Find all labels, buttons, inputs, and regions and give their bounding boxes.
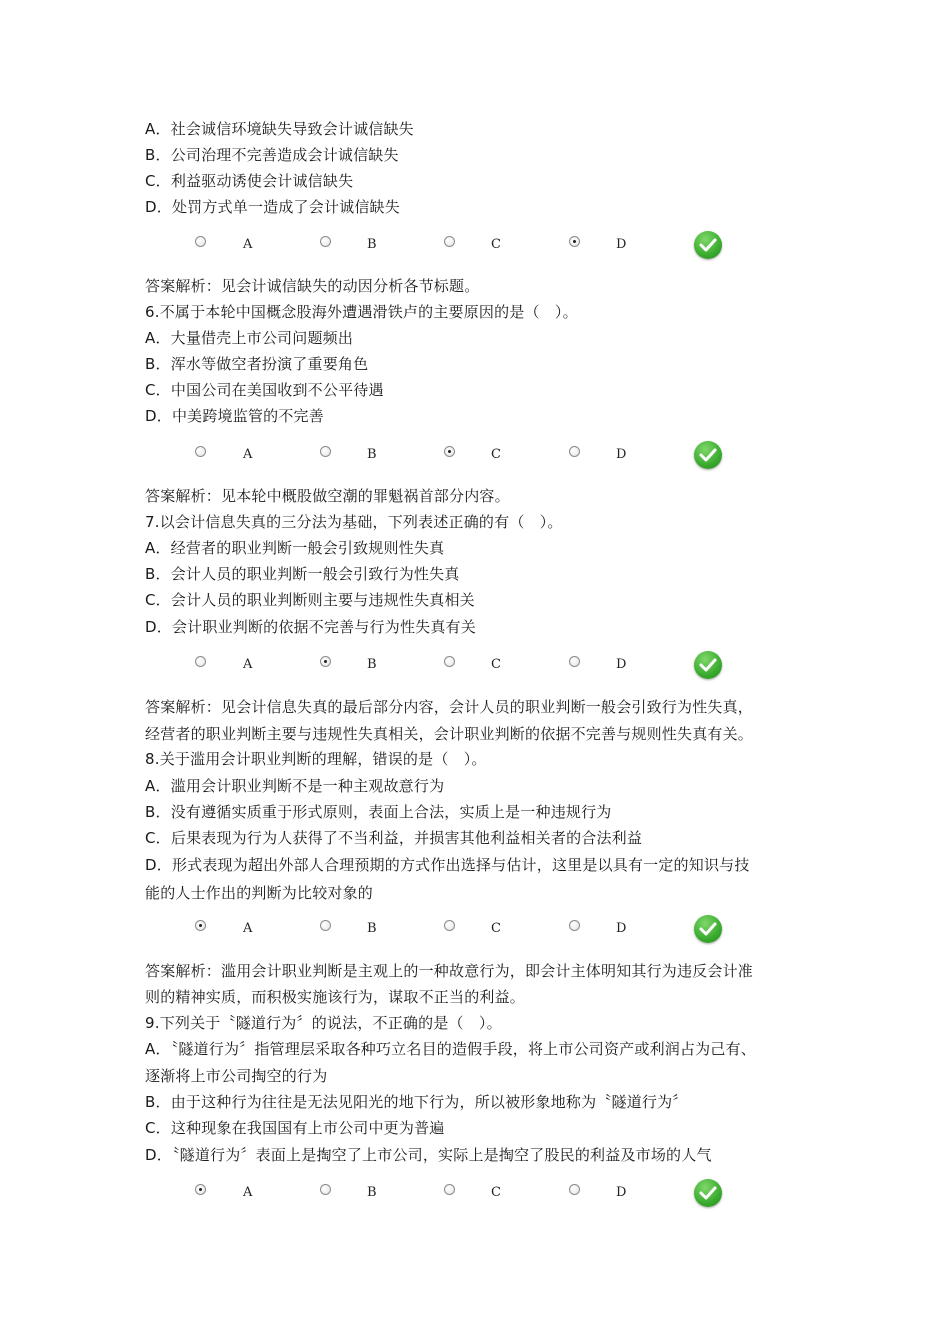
option-item: B．没有遵循实质重于形式原则，表面上合法，实质上是一种违规行为: [145, 803, 612, 821]
option-item: A．滥用会计职业判断不是一种主观故意行为: [145, 777, 445, 795]
answer-explanation: 答案解析：见本轮中概股做空潮的罪魁祸首部分内容。: [145, 487, 510, 505]
radio-button-icon[interactable]: [320, 236, 331, 247]
radio-button-icon[interactable]: [195, 236, 206, 247]
radio-button-icon[interactable]: [569, 656, 580, 667]
choice-label: A: [243, 657, 253, 672]
radio-button-icon[interactable]: [569, 920, 580, 931]
choice-label: D: [616, 1185, 627, 1200]
option-item: A．〝隧道行为〞指管理层采取各种巧立名目的造假手段，将上市公司资产或利润占为己有、: [145, 1040, 756, 1058]
option-item: A．大量借壳上市公司问题频出: [145, 329, 354, 347]
q8-answer-row: [0, 915, 950, 947]
choice-label: C: [491, 657, 501, 672]
check-circle-icon: [694, 915, 722, 943]
radio-button-icon[interactable]: [444, 656, 455, 667]
answer-explanation: 经营者的职业判断主要与违规性失真相关，会计职业判断的依据不完善与规则性失真有关。: [145, 725, 754, 743]
radio-button-icon[interactable]: [320, 446, 331, 457]
check-circle-icon: [694, 441, 722, 469]
option-item: A．社会诚信环境缺失导致会计诚信缺失: [145, 120, 414, 138]
radio-button-icon[interactable]: [320, 920, 331, 931]
question-title: 8.关于滥用会计职业判断的理解，错误的是（ ）。: [145, 750, 487, 768]
choice-label: B: [367, 1185, 377, 1200]
q5-answer-row: [0, 231, 950, 263]
radio-button-icon[interactable]: [569, 1184, 580, 1195]
q7-answer-row: [0, 651, 950, 683]
choice-label: B: [367, 447, 377, 462]
option-item: C．中国公司在美国收到不公平待遇: [145, 381, 384, 399]
answer-explanation: 答案解析：见会计信息失真的最后部分内容，会计人员的职业判断一般会引致行为性失真，: [145, 698, 754, 716]
option-item: B．由于这种行为往往是无法见阳光的地下行为，所以被形象地称为〝隧道行为〞: [145, 1093, 688, 1111]
choice-label: C: [491, 921, 501, 936]
radio-button-icon[interactable]: [320, 656, 331, 667]
choice-label: D: [616, 921, 627, 936]
option-item: D．中美跨境监管的不完善: [145, 407, 324, 425]
option-item: D．形式表现为超出外部人合理预期的方式作出选择与估计，这里是以具有一定的知识与技: [145, 856, 750, 874]
answer-explanation: 答案解析：滥用会计职业判断是主观上的一种故意行为，即会计主体明知其行为违反会计准: [145, 962, 754, 980]
choice-label: D: [616, 237, 627, 252]
radio-button-icon[interactable]: [195, 1184, 206, 1195]
check-circle-icon: [694, 1179, 722, 1207]
option-item: 能的人士作出的判断为比较对象的: [145, 884, 374, 902]
choice-label: C: [491, 237, 501, 252]
choice-label: D: [616, 447, 627, 462]
option-item: D．处罚方式单一造成了会计诚信缺失: [145, 198, 400, 216]
radio-button-icon[interactable]: [195, 656, 206, 667]
choice-label: B: [367, 657, 377, 672]
option-item: C．会计人员的职业判断则主要与违规性失真相关: [145, 591, 475, 609]
option-item: B．会计人员的职业判断一般会引致行为性失真: [145, 565, 460, 583]
choice-label: C: [491, 1185, 501, 1200]
option-item: C．这种现象在我国国有上市公司中更为普遍: [145, 1119, 445, 1137]
radio-button-icon[interactable]: [320, 1184, 331, 1195]
check-circle-icon: [694, 231, 722, 259]
option-item: D．〝隧道行为〞表面上是掏空了上市公司，实际上是掏空了股民的利益及市场的人气: [145, 1146, 712, 1164]
answer-explanation: 则的精神实质，而积极实施该行为，谋取不正当的利益。: [145, 988, 526, 1006]
check-circle-icon: [694, 651, 722, 679]
question-title: 9.下列关于〝隧道行为〞的说法，不正确的是（ ）。: [145, 1014, 502, 1032]
choice-label: B: [367, 237, 377, 252]
radio-button-icon[interactable]: [444, 920, 455, 931]
q6-answer-row: [0, 441, 950, 473]
question-title: 6.不属于本轮中国概念股海外遭遇滑铁卢的主要原因的是（ ）。: [145, 303, 578, 321]
choice-label: C: [491, 447, 501, 462]
option-item: C．利益驱动诱使会计诚信缺失: [145, 172, 354, 190]
choice-label: A: [243, 1185, 253, 1200]
choice-label: D: [616, 657, 627, 672]
answer-explanation: 答案解析：见会计诚信缺失的动因分析各节标题。: [145, 277, 480, 295]
radio-button-icon[interactable]: [444, 236, 455, 247]
choice-label: A: [243, 237, 253, 252]
question-title: 7.以会计信息失真的三分法为基础，下列表述正确的有（ ）。: [145, 513, 563, 531]
option-item: B．公司治理不完善造成会计诚信缺失: [145, 146, 399, 164]
radio-button-icon[interactable]: [569, 446, 580, 457]
option-item: D．会计职业判断的依据不完善与行为性失真有关: [145, 618, 476, 636]
option-item: B．浑水等做空者扮演了重要角色: [145, 355, 369, 373]
choice-label: A: [243, 447, 253, 462]
radio-button-icon[interactable]: [195, 920, 206, 931]
radio-button-icon[interactable]: [444, 446, 455, 457]
radio-button-icon[interactable]: [444, 1184, 455, 1195]
q9-answer-row: [0, 1179, 950, 1211]
choice-label: A: [243, 921, 253, 936]
option-item: A．经营者的职业判断一般会引致规则性失真: [145, 539, 445, 557]
radio-button-icon[interactable]: [569, 236, 580, 247]
option-item: C．后果表现为行为人获得了不当利益，并损害其他利益相关者的合法利益: [145, 829, 643, 847]
option-item: 逐渐将上市公司掏空的行为: [145, 1067, 328, 1085]
choice-label: B: [367, 921, 377, 936]
radio-button-icon[interactable]: [195, 446, 206, 457]
